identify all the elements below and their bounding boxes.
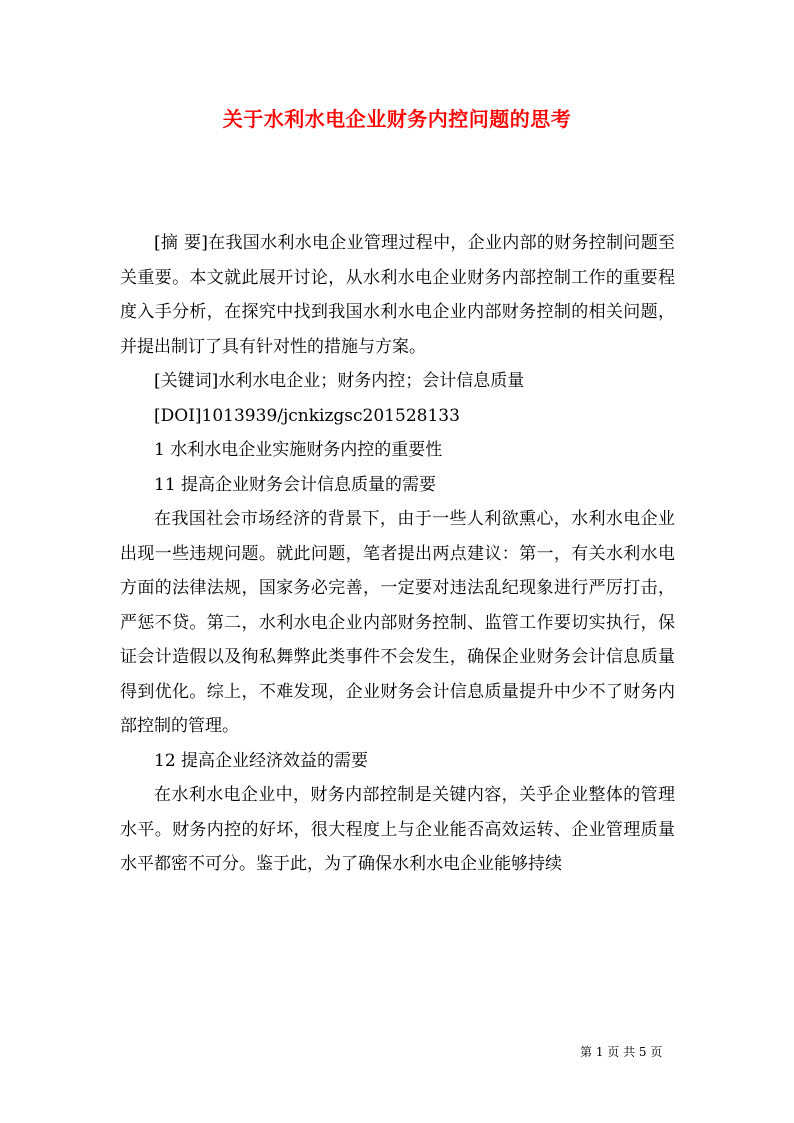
body-paragraph: 在水利水电企业中，财务内部控制是关键内容，关乎企业整体的管理水平。财务内控的好坏，很大程度上与企业能否高效运转、企业管理质量水平都密不可分。鉴于此，为了确保水利水电企业能够持续	[120, 785, 675, 874]
section-heading-1: 1 水利水电企业实施财务内控的重要性	[154, 440, 443, 460]
document-title: 关于水利水电企业财务内控问题的思考	[222, 107, 572, 131]
keywords-paragraph: [关键词]水利水电企业；财务内控；会计信息质量	[154, 371, 525, 391]
document-body	[120, 226, 675, 882]
abstract-paragraph: [摘 要]在我国水利水电企业管理过程中，企业内部的财务控制问题至关重要。本文就此展开讨论，从水利水电企业财务内部控制工作的重要程度入手分析，在探究中找到我国水利水电企业内部财务控制的相关问题，并提出制订了具有针对性的措施与方案。	[120, 233, 675, 357]
section-heading-1-2: 12 提高企业经济效益的需要	[154, 750, 369, 771]
doi-paragraph: [DOI]1013939/jcnkizgsc201528133	[154, 405, 460, 426]
page-footer: 第 1 页 共 5 页	[580, 1045, 663, 1059]
body-paragraph: 在我国社会市场经济的背景下，由于一些人利欲熏心，水利水电企业出现一些违规问题。就此问题，笔者提出两点建议：第一，有关水利水电方面的法律法规，国家务必完善，一定要对违法乱纪现象进行严厉打击，严惩不贷。第二，水利水电企业内部财务控制、监管工作要切实执行，保证会计造假以及徇私舞弊此类事件不会发生，确保企业财务会计信息质量得到优化。综上，不难发现，企业财务会计信息质量提升中少不了财务内部控制的管理。	[120, 509, 675, 736]
section-heading-1-1: 11 提高企业财务会计信息质量的需要	[154, 474, 437, 495]
